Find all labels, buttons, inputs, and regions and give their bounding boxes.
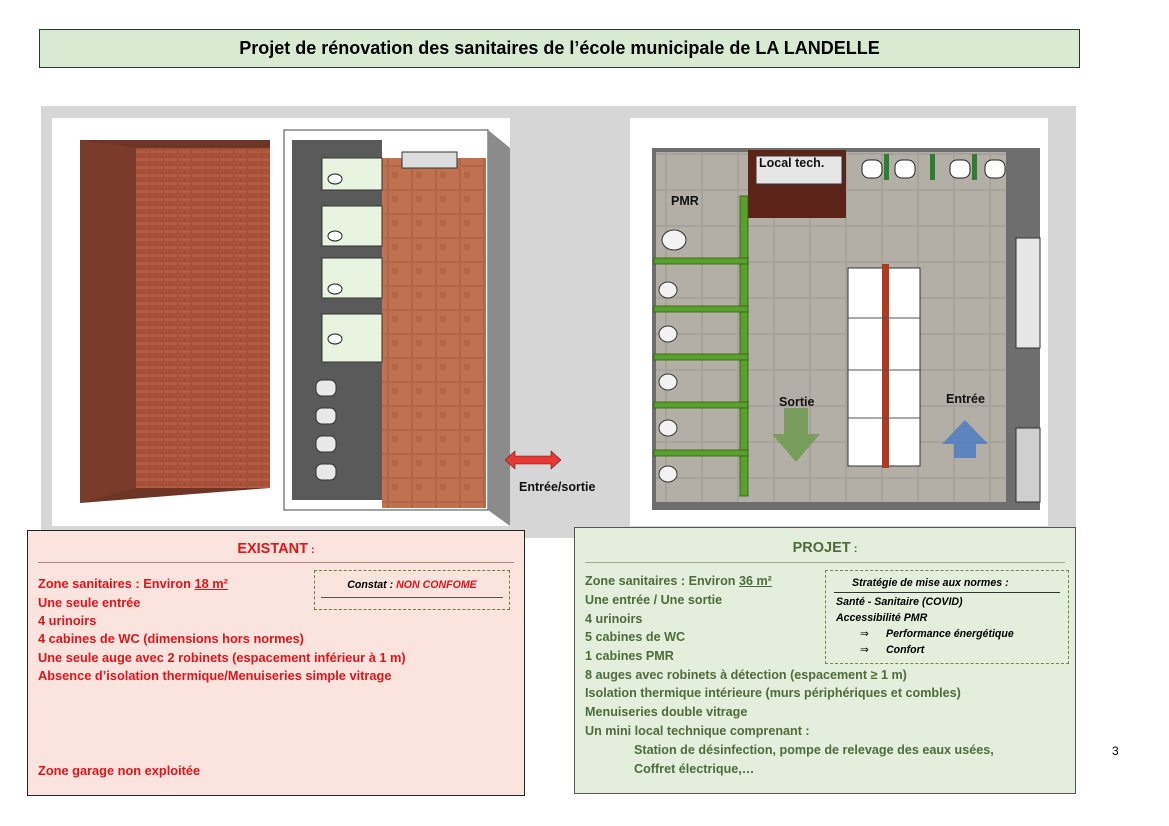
existant-area-value: 18 m² [194,576,228,591]
projet-sub-item: Station de désinfection, pompe de relevage des eaux usées, [634,743,994,757]
projet-item: 8 auges avec robinets à détection (espacement ≥ 1 m) [585,668,907,682]
entree-sortie-label: Entrée/sortie [519,480,596,494]
projet-area-prefix: Zone sanitaires : Environ [585,574,739,588]
strategie-line: Performance énergétique [886,628,1014,640]
projet-item: Un mini local technique comprenant : [585,724,810,738]
projet-heading [575,540,1075,556]
double-arrow-icon [505,450,561,470]
existant-item: Une seule entrée [38,595,141,610]
constat-value: NON CONFOME [396,579,477,591]
existant-item: Absence d’isolation thermique/Menuiseries simple vitrage [38,668,392,683]
strategie-line: Accessibilité PMR [836,612,928,624]
entree-label: Entrée [946,392,985,406]
existant-area-prefix: Zone sanitaires : Environ [38,576,195,591]
strategie-box [825,570,1069,664]
existant-item: 4 cabines de WC (dimensions hors normes) [38,631,304,646]
existant-footer: Zone garage non exploitée [38,763,201,778]
existant-heading-suffix: : [307,544,315,556]
project-floor-plan [630,118,1070,532]
local-tech-label: Local tech. [759,156,825,170]
projet-item: 5 cabines de WC [585,630,686,644]
arrow-right-icon: ⇒ [860,628,869,640]
existant-item: 4 urinoirs [38,613,97,628]
projet-heading-text: PROJET [792,540,851,556]
existant-heading [28,541,524,557]
strategie-line: Confort [886,644,925,656]
projet-item: Menuiseries double vitrage [585,705,748,719]
projet-panel [574,527,1076,794]
projet-item: Isolation thermique intérieure (murs périphériques et combles) [585,686,961,700]
strategie-title: Stratégie de mise aux normes : [852,577,1009,589]
divider [38,562,514,563]
existant-item: Une seule auge avec 2 robinets (espacement inférieur à 1 m) [38,650,406,665]
pmr-label: PMR [671,194,699,208]
page-number: 3 [1112,744,1119,758]
existant-panel [27,530,525,796]
projet-area-value: 36 m² [738,574,772,588]
projet-heading-suffix: : [850,543,858,555]
constat-divider [321,597,503,598]
sortie-label: Sortie [779,395,815,409]
constat-text [315,579,509,591]
constat-prefix: Constat : [347,579,397,591]
strategie-divider [834,592,1060,593]
projet-area-line [585,574,772,588]
existant-heading-text: EXISTANT [237,541,308,557]
projet-sub-item: Coffret électrique,… [634,762,755,776]
projet-item: 1 cabines PMR [585,649,674,663]
divider [585,562,1065,563]
existant-area-line [38,576,228,591]
page-title: Projet de rénovation des sanitaires de l’école municipale de LA LANDELLE [39,29,1080,68]
existing-floor-plan [52,118,522,528]
constat-box [314,570,510,610]
projet-item: Une entrée / Une sortie [585,593,723,607]
strategie-line: Santé - Sanitaire (COVID) [836,596,963,608]
projet-item: 4 urinoirs [585,612,643,626]
arrow-right-icon: ⇒ [860,644,869,656]
